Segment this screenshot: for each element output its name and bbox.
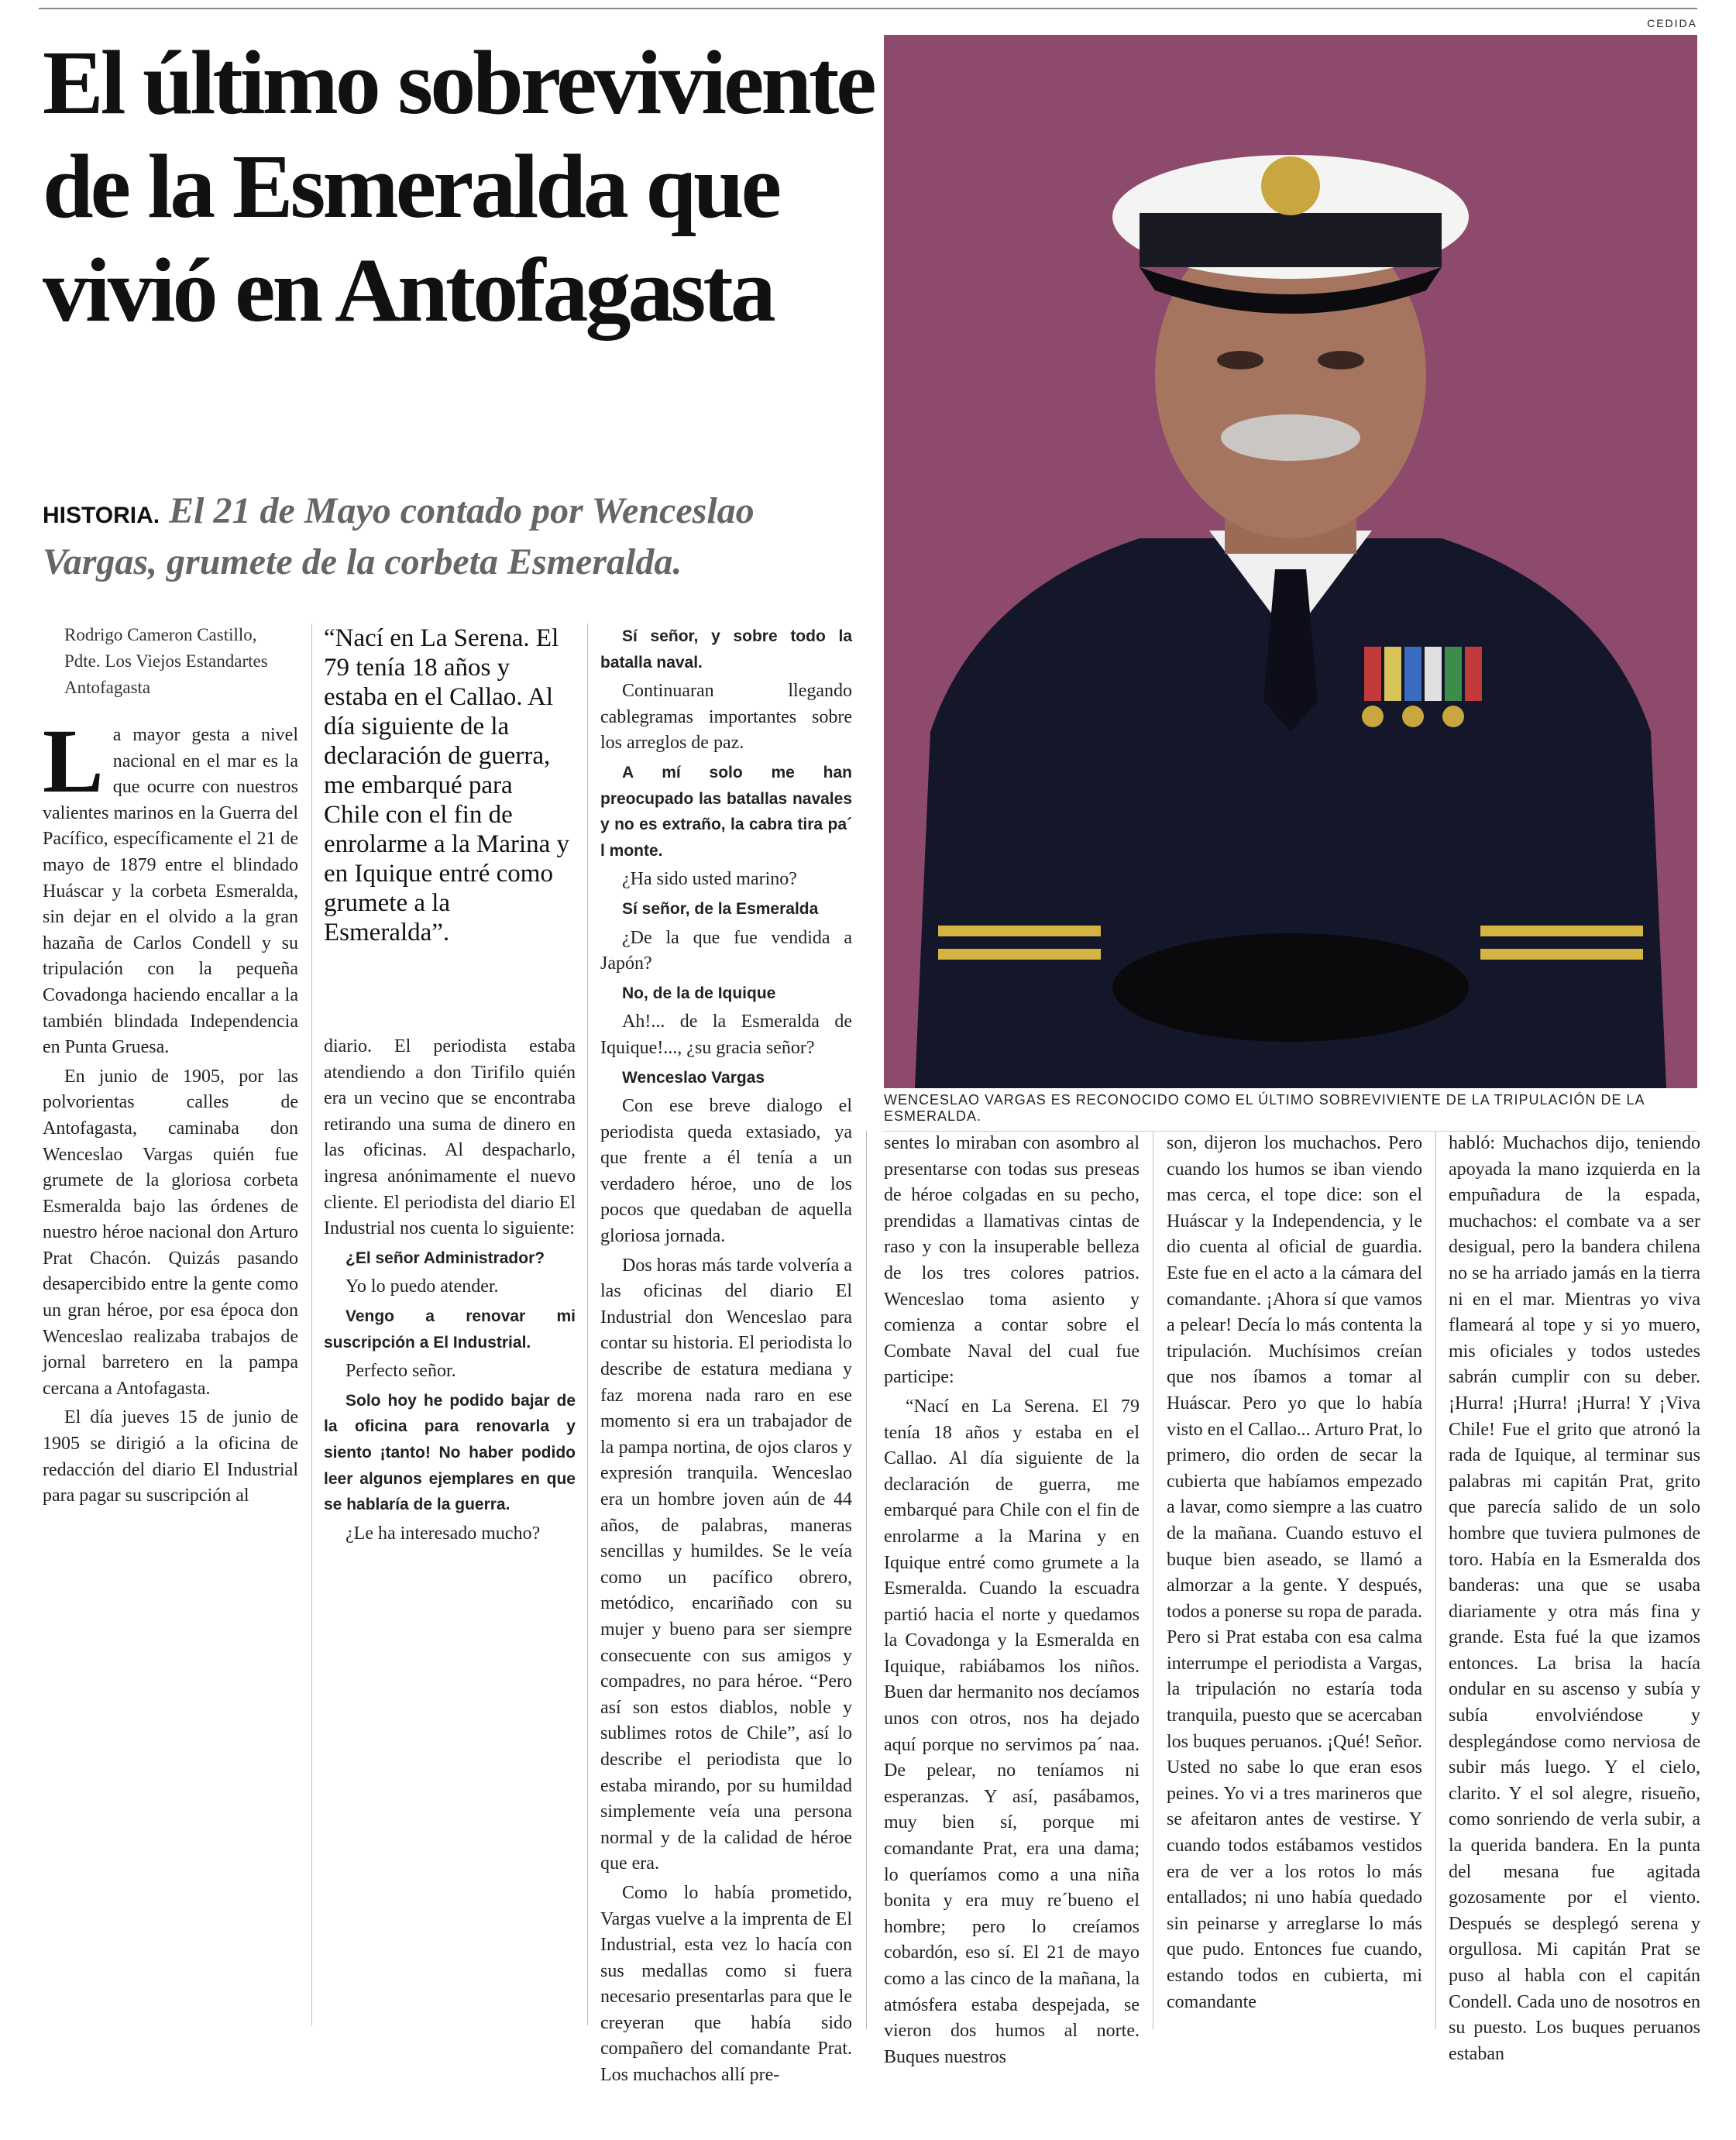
column-6 — [1449, 1131, 1700, 2070]
paragraph: Dos horas más tarde volvería a las oficinas del diario El Industrial don Wenceslao para contar su historia. El periodista lo describe de estatura mediana y faz morena nada raro en ese momento si era un trabajador de la pampa nortina, de ojos claros y expresión tranquila. Wenceslao era un hombre joven aún de 44 años, de palabras, maneras sencillas y humildes. Se le veía como un pacífico obrero, metódico, encariñado con su mujer y bueno para ser siempre consecuente con sus amigos y compadres, no para héroe. “Pero así son estos diablos, noble y sublimes rotos de Chile”, así lo describe el periodista que lo estaba mirando, por su humildad simplemente veía una persona normal y de la calidad de héroe que era. — [600, 1255, 852, 1874]
pull-quote: “Nací en La Serena. El 79 tenía 18 años y estaba en el Callao. Al día siguiente de la declaración de guerra, me embarqué para Chile con el fin de enrolarme a la Marina y en Iquique entré como grumete a la Esmeralda”. — [324, 624, 570, 946]
headline: El último sobreviviente de la Esmeralda que vivió en Antofagasta — [43, 32, 874, 341]
photo-caption: WENCESLAO VARGAS ES RECONOCIDO COMO EL ÚLTIMO SOBREVIVIENTE DE LA TRIPULACIÓN DE LA ESMERALDA. — [884, 1092, 1697, 1132]
dialog-question: Vengo a renovar mi suscripción a El Industrial. — [324, 1307, 576, 1352]
photo-credit: CEDIDA — [1647, 17, 1697, 29]
dialog-question: ¿El señor Administrador? — [345, 1249, 545, 1267]
column-divider — [1435, 1131, 1436, 2029]
portrait-illustration — [884, 35, 1697, 1088]
byline-place: Antofagasta — [64, 678, 151, 697]
dialog-question: Wenceslao Vargas — [622, 1068, 765, 1087]
dialog-answer: ¿Le ha interesado mucho? — [345, 1523, 541, 1544]
dialog-answer: Ah!... de la Esmeralda de Iquique!..., ¿su gracia señor? — [600, 1012, 852, 1058]
dialog-answer: ¿Ha sido usted marino? — [622, 869, 797, 890]
column-1 — [43, 623, 298, 1513]
column-3 — [600, 623, 852, 2092]
dialog-question: Sí señor, de la Esmeralda — [622, 899, 819, 918]
section-tag: HISTORIA. — [43, 503, 160, 528]
column-divider — [311, 623, 312, 2025]
byline-role: Pdte. Los Viejos Estandartes — [64, 651, 268, 671]
paragraph: diario. El periodista estaba atendiendo a don Tirifilo quién era un vecino que se encontraba retirando una suma de dinero en las oficinas. Al despacharlo, ingresa anónimamente el nuevo cliente. El periodista del diario El Industrial nos cuenta lo siguiente: — [324, 1036, 576, 1239]
paragraph: habló: Muchachos dijo, teniendo apoyada la mano izquierda en la empuñadura de la espada, muchachos: el combate va a ser desigual, pero la bandera chilena no se ha arriado jamás en la tierra ni en el mar. Mientras yo viva flameará al tope y si yo muero, mis oficiales y todos ustedes sabrán cumplir con su deber. ¡Hurra! ¡Hurra! ¡Hurra! Y ¡Viva Chile! Fue el grito que atronó la rada de Iquique, al terminar sus palabras mi capitán Prat, grito que parecía salido de un solo hombre que tuviera pulmones de toro. Había en la Esmeralda dos banderas: una que se usaba diariamente y otra más fina y grande. Esta fué la que izamos entonces. La brisa la hacía ondular en su ascenso y subía y subía envolviéndose y desplegándose como nerviosa de subir más luego. Y el cielo, clarito. Y el sol alegre, risueño, como sonriendo de verla subir, a la querida bandera. En la punta del mesana fue agitada gozosamente por el viento. Después se desplegó serena y orgullosa. Mi capitán Prat se puso al habla con el capitán Condell. Cada uno de nosotros en su puesto. Los buques peruanos estaban — [1449, 1133, 1700, 2064]
column-divider — [587, 623, 588, 2025]
top-rule — [39, 8, 1697, 9]
paragraph: son, dijeron los muchachos. Pero cuando los humos se iban viendo mas cerca, el tope dice: son el Huáscar y la Independencia, y le dio cuenta al oficial de guardia. Este fue en el acto a la cámara del comandante. ¡Ahora sí que vamos a pelear! Decía lo más contenta la tripulación. Muchísimos creían que nos íbamos a tomar al Huáscar. Pero yo que lo había visto en el Callao... Arturo Prat, lo primero, dio orden de secar la cubierta que habíamos empezado a lavar, como siempre a las cuatro de la mañana. Cuando estuvo el buque bien aseado, se llamó a almorzar a la gente. Y después, todos a ponerse su ropa de parada. Pero si Prat estaba con esa calma interrumpe el periodista a Vargas, la tripulación no estaría toda tranquila, puesto que se acercaban los buques peruanos. ¡Qué! Señor. Usted no sabe lo que eran esos peines. Yo vi a tres marineros que se afeitaron antes de vestirse. Y cuando todos estábamos vestidos era de ver a los rotos lo más entallados; ni uno había quedado sin peinarse y arreglarse lo más que pudo. Entonces fue cuando, estando todos en cubierta, mi comandante — [1167, 1133, 1422, 2012]
paragraph: En junio de 1905, por las polvorientas calles de Antofagasta, caminaba don Wenceslao Vargas quién fue grumete de la gloriosa corbeta Esmeralda bajo las órdenes de nuestro héroe nacional don Arturo Prat Chacón. Quizás pasando desapercibido entre la gente como un gran héroe, por esa época don Wenceslao realizaba trabajos de jornal barretero en la pampa cercana a Antofagasta. — [43, 1066, 298, 1399]
dialog-question: No, de la de Iquique — [622, 984, 776, 1002]
column-5 — [1167, 1131, 1422, 2018]
paragraph: “Nací en La Serena. El 79 tenía 18 años y estaba en el Callao. Al día siguiente de la declaración de guerra, me embarqué para Chile con el fin de enrolarme a la Marina y en Iquique entré como grumete a la Esmeralda. Cuando la escuadra partió hacia el norte y quedamos la Covadonga y la Esmeralda en Iquique, rabiábamos los niños. Buen dar hermanito nos decíamos unos con otros, nos ha dejado aquí porque no servimos pa´ naa. De pelear, no teníamos ni esperanzas. Y así, pasábamos, muy bien sí, porque mi comandante Prat, era una dama; lo queríamos como a una niña bonita y era muy re´bueno el hombre; pero lo creíamos cobardón, eso sí. El 21 de mayo como a las cinco de la mañana, la atmósfera estaba despejada, se vieron dos humos al norte. Buques nuestros — [884, 1396, 1140, 2067]
paragraph: sentes lo miraban con asombro al presentarse con todas sus preseas de héroe colgadas en su pecho, prendidas a llamativas cintas de raso y con la insuperable belleza de los tres colores patrios. Wenceslao toma asiento y comienza a contar sobre el Combate Naval del cual fue participe: — [884, 1133, 1140, 1388]
kicker — [43, 488, 864, 586]
paragraph: Con ese breve dialogo el periodista queda extasiado, ya que frente a él tenía a un verdadero héroe, uno de los pocos que quedaban de aquella gloriosa jornada. — [600, 1096, 852, 1247]
byline-author: Rodrigo Cameron Castillo, — [64, 625, 257, 644]
paragraph: Como lo había prometido, Vargas vuelve a la imprenta de El Industrial, esta vez lo hacía con sus medallas como si fuera necesario presentarlas para que le creyeran que había sido compañero del comandante Prat. Los muchachos allí pre- — [600, 1882, 852, 2086]
dialog-answer: ¿De la que fue vendida a Japón? — [600, 927, 852, 974]
dialog-answer: Continuaran llegando cablegramas importantes sobre los arreglos de paz. — [600, 681, 852, 754]
intro-paragraph: La mayor gesta a nivel nacional en el mar es la que ocurre con nuestros valientes marinos en la Guerra del Pacífico, específicamente el 21 de mayo de 1879 entre el blindado Huáscar y la corbeta Esmeralda, sin dejar en el olvido a la gran hazaña de Carlos Condell y su tripulación con la pequeña Covadonga haciendo encallar a la también blindada Independencia en Punta Gruesa. — [43, 710, 298, 1058]
dialog-question: A mí solo me han preocupado las batallas navales y no es extraño, la cabra tira pa´ l monte. — [600, 763, 852, 860]
column-divider — [866, 1131, 867, 2029]
paragraph: El día jueves 15 de junio de 1905 se dirigió a la oficina de redacción del diario El Industrial para pagar su suscripción al — [43, 1407, 298, 1506]
column-2 — [324, 1034, 576, 1550]
kicker-text: El 21 de Mayo contado por Wenceslao Vargas, grumete de la corbeta Esmeralda. — [43, 490, 755, 582]
portrait-photo — [884, 35, 1697, 1088]
dialog-answer: Perfecto señor. — [345, 1361, 456, 1382]
column-4 — [884, 1131, 1140, 2073]
dialog-question: Sí señor, y sobre todo la batalla naval. — [600, 627, 852, 672]
drop-cap: L — [43, 710, 104, 812]
dialog-answer: Yo lo puedo atender. — [345, 1276, 499, 1297]
dialog-question: Solo hoy he podido bajar de la oficina para renovarla y siento ¡tanto! No haber podido leer algunos ejemplares en que se hablaría de la guerra. — [324, 1391, 576, 1514]
